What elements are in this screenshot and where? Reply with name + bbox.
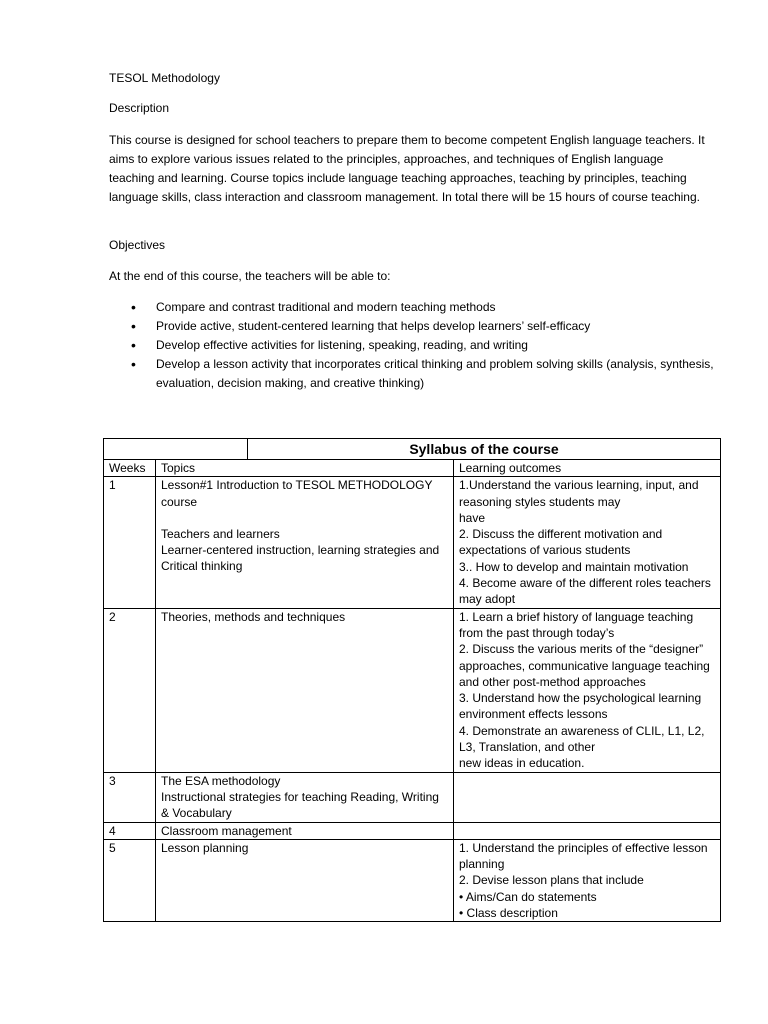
header-outcomes: Learning outcomes	[454, 460, 721, 477]
topics-cell	[156, 772, 454, 822]
outcome-line: 1. Understand the principles of effective lesson planning	[459, 840, 708, 872]
topic-line: Instructional strategies for teaching Reading, Writing & Vocabulary	[161, 789, 439, 821]
objective-item: • Provide active, student-centered learning that helps develop learners’ self-efficacy	[109, 317, 719, 336]
syllabus-table	[103, 438, 721, 922]
topics-cell	[156, 608, 454, 772]
objective-item: • Develop a lesson activity that incorporates critical thinking and problem solving skills (analysis, synthesis, evaluation, decision making, and creative thinking)	[109, 355, 719, 393]
table-row	[104, 839, 721, 921]
topics-cell	[156, 839, 454, 921]
syllabus-title-row	[104, 439, 721, 460]
outcome-line: 4. Demonstrate an awareness of CLIL, L1, L2, L3, Translation, and other	[459, 723, 705, 755]
outcome-line: 3. Understand how the psychological learning environment effects lessons	[459, 691, 702, 722]
outcome-line: 1.Understand the various learning, input, and reasoning styles students may	[459, 478, 699, 509]
outcome-line: • Class description	[459, 906, 558, 921]
description-paragraph: This course is designed for school teachers to prepare them to become competent English language teachers. It aims to explore various issues related to the principles, approaches, and techniques of English language teaching and learning. Course topics include language teaching approaches, teaching by principles, teaching language skills, class interaction and classroom management. In total there will be 15 hours of course teaching.	[109, 133, 705, 204]
objectives-heading: Objectives	[109, 238, 166, 252]
week-cell: 4	[104, 822, 156, 839]
topic-line: Lesson planning	[161, 840, 249, 855]
outcome-line: 2. Discuss the various merits of the “designer” approaches, communicative language teaching and other post-method approaches	[459, 642, 710, 689]
objective-item: • Develop effective activities for listening, speaking, reading, and writing	[109, 336, 719, 355]
outcomes-cell	[454, 839, 721, 921]
document-title: TESOL Methodology	[109, 71, 220, 85]
syllabus-title-blank-cell	[104, 439, 248, 460]
topic-line: Lesson#1 Introduction to TESOL METHODOLOGY course	[161, 478, 433, 509]
outcome-line: 3.. How to develop and maintain motivation	[459, 559, 689, 574]
table-row	[104, 477, 721, 608]
topics-cell	[156, 822, 454, 839]
outcome-line: • Aims/Can do statements	[459, 889, 597, 904]
syllabus-header-row	[104, 460, 721, 477]
topic-line: Classroom management	[161, 823, 292, 838]
header-weeks: Weeks	[104, 460, 156, 477]
topic-line: The ESA methodology	[161, 773, 281, 788]
week-cell: 1	[104, 477, 156, 608]
week-cell: 2	[104, 608, 156, 772]
topic-line: Learner-centered instruction, learning strategies and Critical thinking	[161, 543, 440, 574]
outcomes-cell	[454, 772, 721, 822]
topic-line: Theories, methods and techniques	[161, 609, 346, 624]
outcome-line: 2. Discuss the different motivation and expectations of various students	[459, 527, 663, 558]
table-row	[104, 608, 721, 772]
outcomes-cell	[454, 477, 721, 608]
objective-item: • Compare and contrast traditional and modern teaching methods	[109, 298, 719, 317]
objectives-intro: At the end of this course, the teachers will be able to:	[109, 269, 391, 283]
outcome-line: 2. Devise lesson plans that include	[459, 873, 644, 888]
outcomes-cell	[454, 608, 721, 772]
topics-cell	[156, 477, 454, 608]
outcome-line: 1. Learn a brief history of language teaching from the past through today’s	[459, 609, 694, 640]
outcomes-cell	[454, 822, 721, 839]
description-heading: Description	[109, 101, 170, 115]
header-topics: Topics	[156, 460, 454, 477]
outcome-line: have	[459, 510, 486, 525]
outcome-line: new ideas in education.	[459, 756, 585, 771]
topic-line: Teachers and learners	[161, 526, 280, 541]
week-cell: 5	[104, 839, 156, 921]
topic-line	[161, 510, 448, 526]
outcome-line: 4. Become aware of the different roles teachers may adopt	[459, 576, 711, 607]
week-cell: 3	[104, 772, 156, 822]
table-row	[104, 822, 721, 839]
table-row	[104, 772, 721, 822]
syllabus-title: Syllabus of the course	[248, 439, 721, 460]
